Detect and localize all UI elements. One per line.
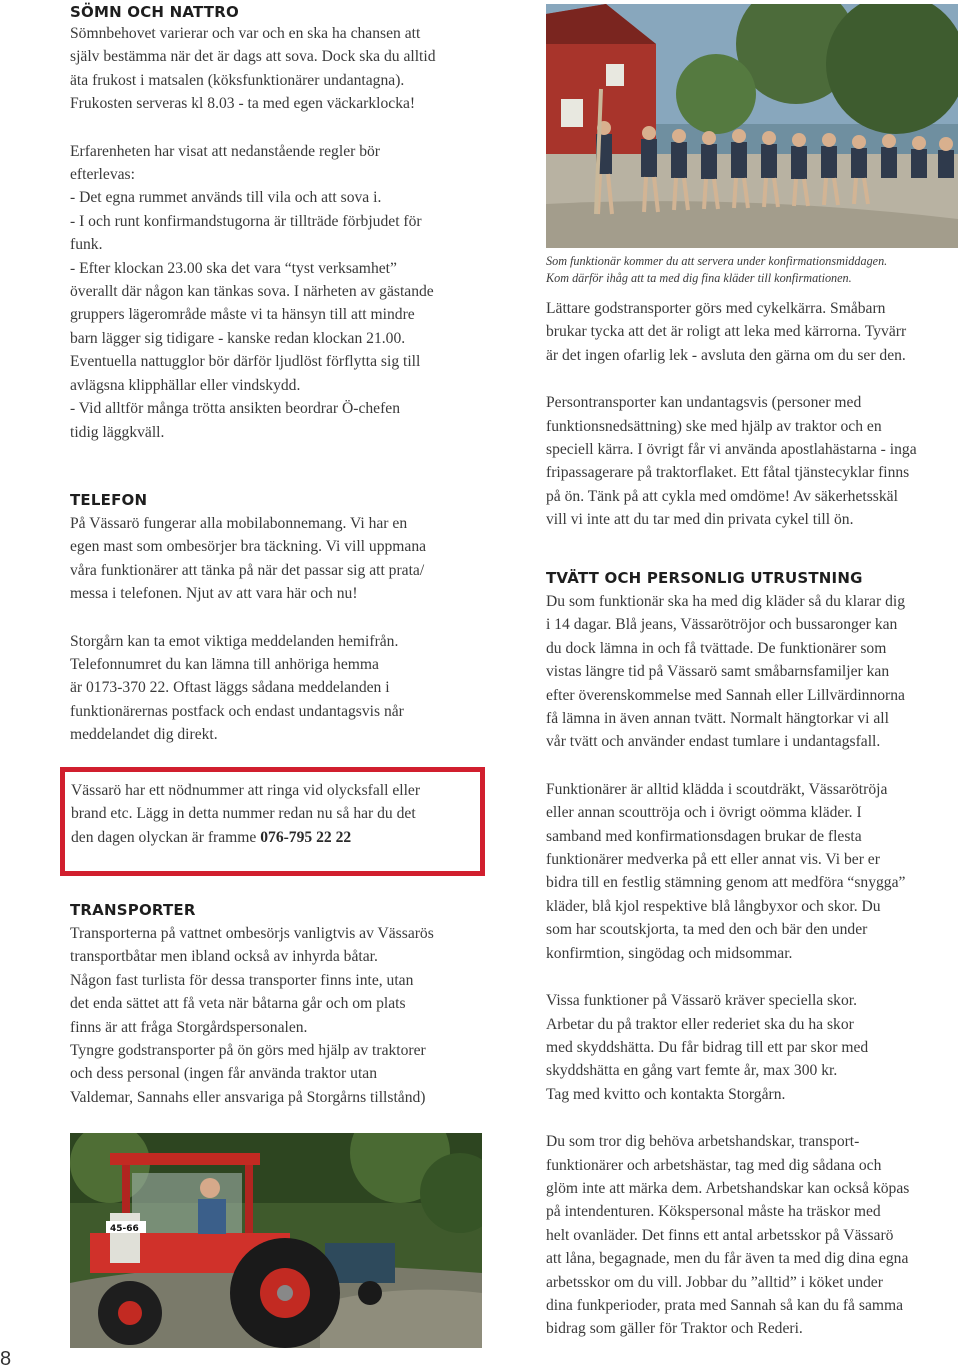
text-line: Transporterna på vattnet ombesörjs vanligtvis av Vässarös xyxy=(70,925,434,942)
caption-line: Kom därför ihåg att ta med dig fina kläder till konfirmationen. xyxy=(546,271,852,285)
text-line: arbetsskor om du vill. Jobbar du ”alltid” i köket under xyxy=(546,1273,883,1291)
text-line: vill vi inte att du tar med din privata cykel till ön. xyxy=(546,511,854,529)
tractor-photo xyxy=(70,1133,482,1348)
text-line: Tyngre godstransporter på ön görs med hjälp av traktorer xyxy=(70,1042,426,1060)
persontransporter-text xyxy=(546,391,958,531)
section-transporter xyxy=(70,900,482,1109)
text-line: funktionärer och arbetshästar, tag med dig sådana och xyxy=(546,1156,882,1174)
section-tvatt xyxy=(546,568,958,1341)
text-line: Erfarenheten har visat att nedanstående regler bör xyxy=(70,142,380,160)
text-line: - I och runt konfirmandstugorna är tillträde förbjudet för xyxy=(70,212,422,230)
emergency-number: 076-795 22 22 xyxy=(260,828,352,846)
text-line: barn lägger sig tidigare - kanske redan klockan 21.00. xyxy=(70,329,406,347)
somn-intro xyxy=(70,22,482,116)
somn-rules xyxy=(70,140,482,444)
text-line: funktionsnedsättning) ske med hjälp av traktor och en xyxy=(546,417,882,435)
text-line: Eventuella nattugglor bör därför ljudlöst förflytta sig till xyxy=(70,353,421,371)
text-line: brukar tycka att det är roligt att leka med kärrorna. Tyvärr xyxy=(546,323,907,341)
section-telefon xyxy=(70,490,482,747)
text-line: du dock lämna in och få tvättade. De funktionärer som xyxy=(546,639,887,657)
heading-telefon: TELEFON xyxy=(70,491,148,509)
text-line: funktionärernas postfack och endast undantagsvis når xyxy=(70,702,404,720)
text-line: glöm inte att märka dem. Arbetshandskar kan också köpas xyxy=(546,1179,910,1197)
text-line: meddelandet dig direkt. xyxy=(70,726,218,744)
text-line: samband med konfirmationsdagen brukar de flesta xyxy=(546,827,862,845)
text-line: Funktionärer är alltid klädda i scoutdräkt, Vässarötröja xyxy=(546,780,888,798)
text-line: messa i telefonen. Njut av att vara här och nu! xyxy=(70,585,358,603)
text-line: tidig läggkväll. xyxy=(70,423,165,441)
tvatt-text-2 xyxy=(546,778,958,965)
emergency-box xyxy=(60,767,485,876)
text-line: Persontransporter kan undantagsvis (personer med xyxy=(546,394,862,412)
text-line: Någon fast turlista för dessa transporter finns inte, utan xyxy=(70,971,414,989)
caption-line: Som funktionär kommer du att servera under konfirmationsmiddagen. xyxy=(546,254,888,268)
section-transport-cont xyxy=(546,297,958,532)
scouts-illustration xyxy=(546,4,958,248)
text-line: på intendenturen. Kökspersonal måste ha träskor med xyxy=(546,1203,881,1221)
telefon-text-2 xyxy=(70,630,482,747)
text-line: är det ingen ofarlig lek - avsluta den gärna om du ser den. xyxy=(546,346,906,364)
section-somn xyxy=(70,0,482,444)
text-line: överallt där någon kan tänkas sova. I närheten av gästande xyxy=(70,283,434,301)
text-line: att låna, begagnade, men du får även ta med dig dina egna xyxy=(546,1250,909,1268)
text-line: Telefonnumret du kan lämna till anhöriga hemma xyxy=(70,656,379,674)
text-line: funktionärer medverka på ett eller annat vis. Vi ber er xyxy=(546,851,880,869)
text-line: speciell kärra. I övrigt får vi använda apostlahästarna - inga xyxy=(546,441,917,459)
scouts-photo xyxy=(546,4,958,248)
text-line: Du som tror dig behöva arbetshandskar, transport- xyxy=(546,1133,860,1151)
text-line: Lättare godstransporter görs med cykelkärra. Småbarn xyxy=(546,300,886,317)
text-line: få lämna in även annan tvätt. Normalt hängtorkar vi all xyxy=(546,710,889,728)
text-line: fripassagerare på traktorflaket. Ett fåtal tjänstecyklar finns xyxy=(546,464,910,482)
text-line: transportbåtar men ibland också av inhyrda båtar. xyxy=(70,948,378,966)
text-line: är 0173-370 22. Oftast läggs sådana meddelanden i xyxy=(70,679,390,697)
text-line: äta frukost i matsalen (köksfunktionärer undantagna). xyxy=(70,71,405,89)
text-line: konfirmtion, singödag och midsommar. xyxy=(546,944,793,962)
text-line: - Efter klockan 23.00 ska det vara “tyst verksamhet” xyxy=(70,259,397,277)
text-line: På Vässarö fungerar alla mobilabonnemang. Vi har en xyxy=(70,515,408,532)
text-line: eller annan scouttröja och i övrigt oömma kläder. I xyxy=(546,804,862,822)
text-line: funk. xyxy=(70,236,103,254)
text-line: bidrag som gäller för Traktor och Rederi. xyxy=(546,1320,803,1338)
text-line: Tag med kvitto och kontakta Storgårn. xyxy=(546,1085,786,1103)
tvatt-text-4 xyxy=(546,1130,958,1341)
text-line: och dess personal (ingen får använda traktor utan xyxy=(70,1065,377,1083)
text-line: - Det egna rummet används till vila och att sova i. xyxy=(70,189,382,207)
page-number: 8 xyxy=(0,1348,12,1370)
text-line: avlägsna klipphällar eller vindskydd. xyxy=(70,376,301,394)
text-line: det enda sättet att få veta när båtarna går och om plats xyxy=(70,995,406,1013)
text-line: finns är att fråga Storgårdspersonalen. xyxy=(70,1018,308,1036)
emergency-text: den dagen olyckan är framme xyxy=(71,828,261,846)
text-line: våra funktionärer att tänka på när det passar sig att prata/ xyxy=(70,561,425,579)
text-line: gruppers lägerområde måste vi ta hänsyn till att mindre xyxy=(70,306,415,324)
text-line: skyddshätta en gång vart femte år, max 300 kr. xyxy=(546,1062,838,1080)
text-line: vår tvätt och använder endast tumlare i undantagsfall. xyxy=(546,733,881,751)
text-line: brand etc. Lägg in detta nummer redan nu så har du det xyxy=(71,805,416,823)
text-line: dina funkperioder, prata med Sannah så kan du få samma xyxy=(546,1296,904,1314)
text-line: som har scoutskjorta, ta med den och bär den under xyxy=(546,921,868,939)
text-line xyxy=(71,826,480,849)
text-line: på ön. Tänk på att cykla med omdöme! Av säkerhetsskäl xyxy=(546,487,898,505)
text-line: efterlevas: xyxy=(70,166,135,184)
heading-tvatt: TVÄTT OCH PERSONLIG UTRUSTNING xyxy=(546,569,863,587)
tractor-illustration xyxy=(70,1133,482,1348)
text-line: bidra till en festlig stämning genom att medföra “snygga” xyxy=(546,874,906,892)
text-line: själv bestämma när det är dags att sova. Dock ska du alltid xyxy=(70,48,436,66)
text-line: Valdemar, Sannahs eller ansvariga på Storgårns tillstånd) xyxy=(70,1088,426,1106)
heading-somn: SÖMN OCH NATTRO xyxy=(70,3,239,21)
tvatt-text-3 xyxy=(546,989,958,1106)
text-line: - Vid alltför många trötta ansikten beordrar Ö-chefen xyxy=(70,400,401,418)
transporter-text xyxy=(70,922,482,1109)
telefon-text xyxy=(70,512,482,606)
text-line: Vissa funktioner på Vässarö kräver speciella skor. xyxy=(546,992,857,1010)
text-line: med skyddshätta. Du får bidrag till ett par skor med xyxy=(546,1038,869,1056)
tvatt-text xyxy=(546,590,958,754)
text-line: Sömnbehovet varierar och var och en ska ha chansen att xyxy=(70,25,421,42)
photo-caption xyxy=(546,253,958,287)
text-line: egen mast som ombesörjer bra täckning. Vi vill uppmana xyxy=(70,538,427,556)
text-line: Vässarö har ett nödnummer att ringa vid olycksfall eller xyxy=(71,782,421,799)
text-line: i 14 dagar. Blå jeans, Vässarötröjor och bussaronger kan xyxy=(546,616,898,634)
text-line: kläder, blå kjol respektive blå långbyxor och skor. Du xyxy=(546,897,881,915)
text-line: helt ovanläder. Det finns ett antal arbetsskor på Vässarö xyxy=(546,1226,894,1244)
text-line: efter överenskommelse med Sannah eller Lillvärdinnorna xyxy=(546,686,905,704)
text-line: Frukosten serveras kl 8.03 - ta med egen väckarklocka! xyxy=(70,95,416,113)
heading-transporter: TRANSPORTER xyxy=(70,901,196,919)
text-line: Arbetar du på traktor eller rederiet ska du ha skor xyxy=(546,1015,854,1033)
text-line: Storgårn kan ta emot viktiga meddelanden hemifrån. xyxy=(70,632,399,650)
text-line: Du som funktionär ska ha med dig kläder så du klarar dig xyxy=(546,593,905,610)
plate-text: 45-66 xyxy=(110,1224,139,1234)
text-line: vistas längre tid på Vässarö samt småbarnsfamiljer kan xyxy=(546,663,890,681)
